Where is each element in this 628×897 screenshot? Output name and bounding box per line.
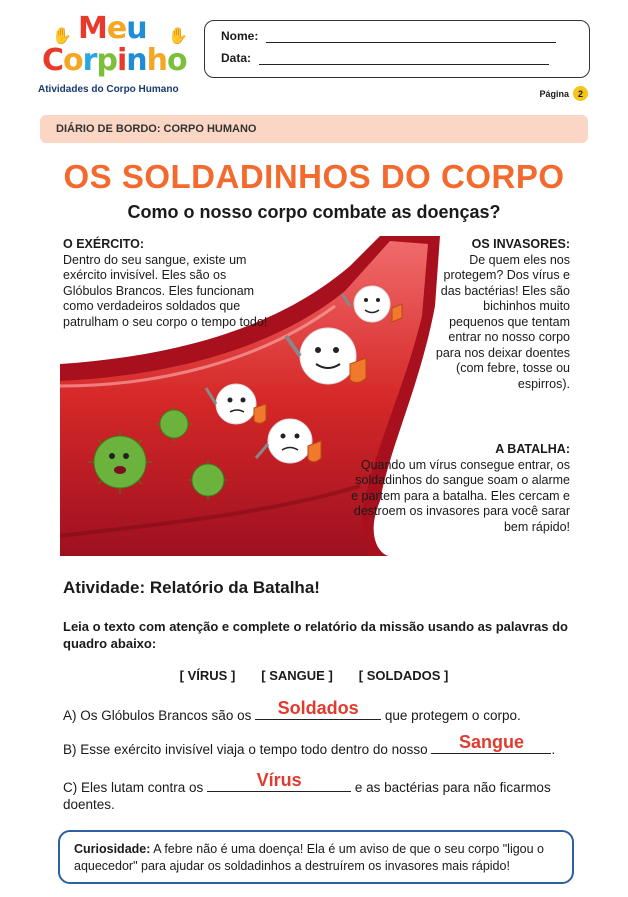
question-text: que protegem o corpo. <box>384 708 521 723</box>
hand-icon: ✋ <box>168 28 188 45</box>
date-line[interactable] <box>259 55 549 65</box>
curiosity-paragraph <box>74 841 558 875</box>
page-title: OS SOLDADINHOS DO CORPO <box>63 158 565 195</box>
answer-text: Soldados <box>277 698 359 718</box>
answer-blank[interactable] <box>255 698 381 720</box>
word-bank-item: [ SOLDADOS ] <box>358 668 449 683</box>
logo-word-corpinho: Corpinho <box>42 43 187 78</box>
page-label: Página <box>539 88 569 99</box>
section-heading: OS INVASORES: <box>471 237 570 251</box>
question-c <box>63 770 583 813</box>
banner-text: DIÁRIO DE BORDO: CORPO HUMANO <box>56 123 257 135</box>
question-b <box>63 732 583 758</box>
section-body: Quando um vírus consegue entrar, os soldadinhos do sangue soam o alarme e partem para a batalha. Eles cercam e destroem os invasores para você sarar bem rápido! <box>351 457 570 534</box>
section-body: Dentro do seu sangue, existe um exército invisível. Eles são os Glóbulos Brancos. Eles funcionam como verdadeiros soldados que patrulham o seu corpo o tempo todo! <box>63 252 268 329</box>
section-banner <box>40 115 588 143</box>
curiosity-text: A febre não é uma doença! Ela é um aviso de que o seu corpo "ligou o aquecedor" para ajudar os soldadinhos a destruírem os invasores mais rápido! <box>74 842 545 873</box>
word-bank-item: [ SANGUE ] <box>261 668 333 683</box>
logo <box>38 12 198 96</box>
question-text: . <box>551 742 556 757</box>
page-indicator <box>539 86 588 101</box>
word-bank-item: [ VÍRUS ] <box>179 668 236 683</box>
name-label: Nome: <box>221 29 259 43</box>
date-label: Data: <box>221 51 252 65</box>
activity-instructions: Leia o texto com atenção e complete o relatório da missão usando as palavras do quadro abaixo: <box>63 619 568 651</box>
section-heading: A BATALHA: <box>495 442 570 456</box>
logo-tagline: Atividades do Corpo Humano <box>38 84 179 95</box>
page-number: 2 <box>573 86 588 101</box>
question-text: e as bactérias para não ficarmos doentes. <box>63 780 551 812</box>
curiosity-box <box>58 830 574 884</box>
section-invasores <box>430 237 570 392</box>
answer-text: Sangue <box>458 732 524 752</box>
date-row <box>221 51 549 65</box>
question-a <box>63 698 583 724</box>
name-date-box <box>204 20 590 78</box>
name-line[interactable] <box>266 33 556 43</box>
word-bank <box>0 668 628 683</box>
section-exercito <box>63 237 273 330</box>
section-heading: O EXÉRCITO: <box>63 237 145 251</box>
question-text: B) Esse exército invisível viaja o tempo todo dentro do nosso <box>63 742 428 757</box>
answer-blank[interactable] <box>431 732 551 754</box>
question-text: A) Os Glóbulos Brancos são os <box>63 708 252 723</box>
name-row <box>221 29 556 43</box>
answer-blank[interactable] <box>207 770 351 792</box>
section-body: De quem eles nos protegem? Dos vírus e das bactérias! Eles são bichinhos muito pequenos que tentam entrar no nosso corpo para nos deixar doentes (com febre, tosse ou espirros). <box>435 252 570 391</box>
page-subtitle: Como o nosso corpo combate as doenças? <box>127 202 501 222</box>
hand-icon: ✋ <box>52 28 72 45</box>
answer-text: Vírus <box>256 770 302 790</box>
curiosity-label: Curiosidade: <box>74 842 151 856</box>
section-batalha <box>350 442 570 535</box>
question-text: C) Eles lutam contra os <box>63 780 204 795</box>
logo-word-meu: Meu <box>78 11 147 46</box>
activity-title: Atividade: Relatório da Batalha! <box>63 578 320 597</box>
